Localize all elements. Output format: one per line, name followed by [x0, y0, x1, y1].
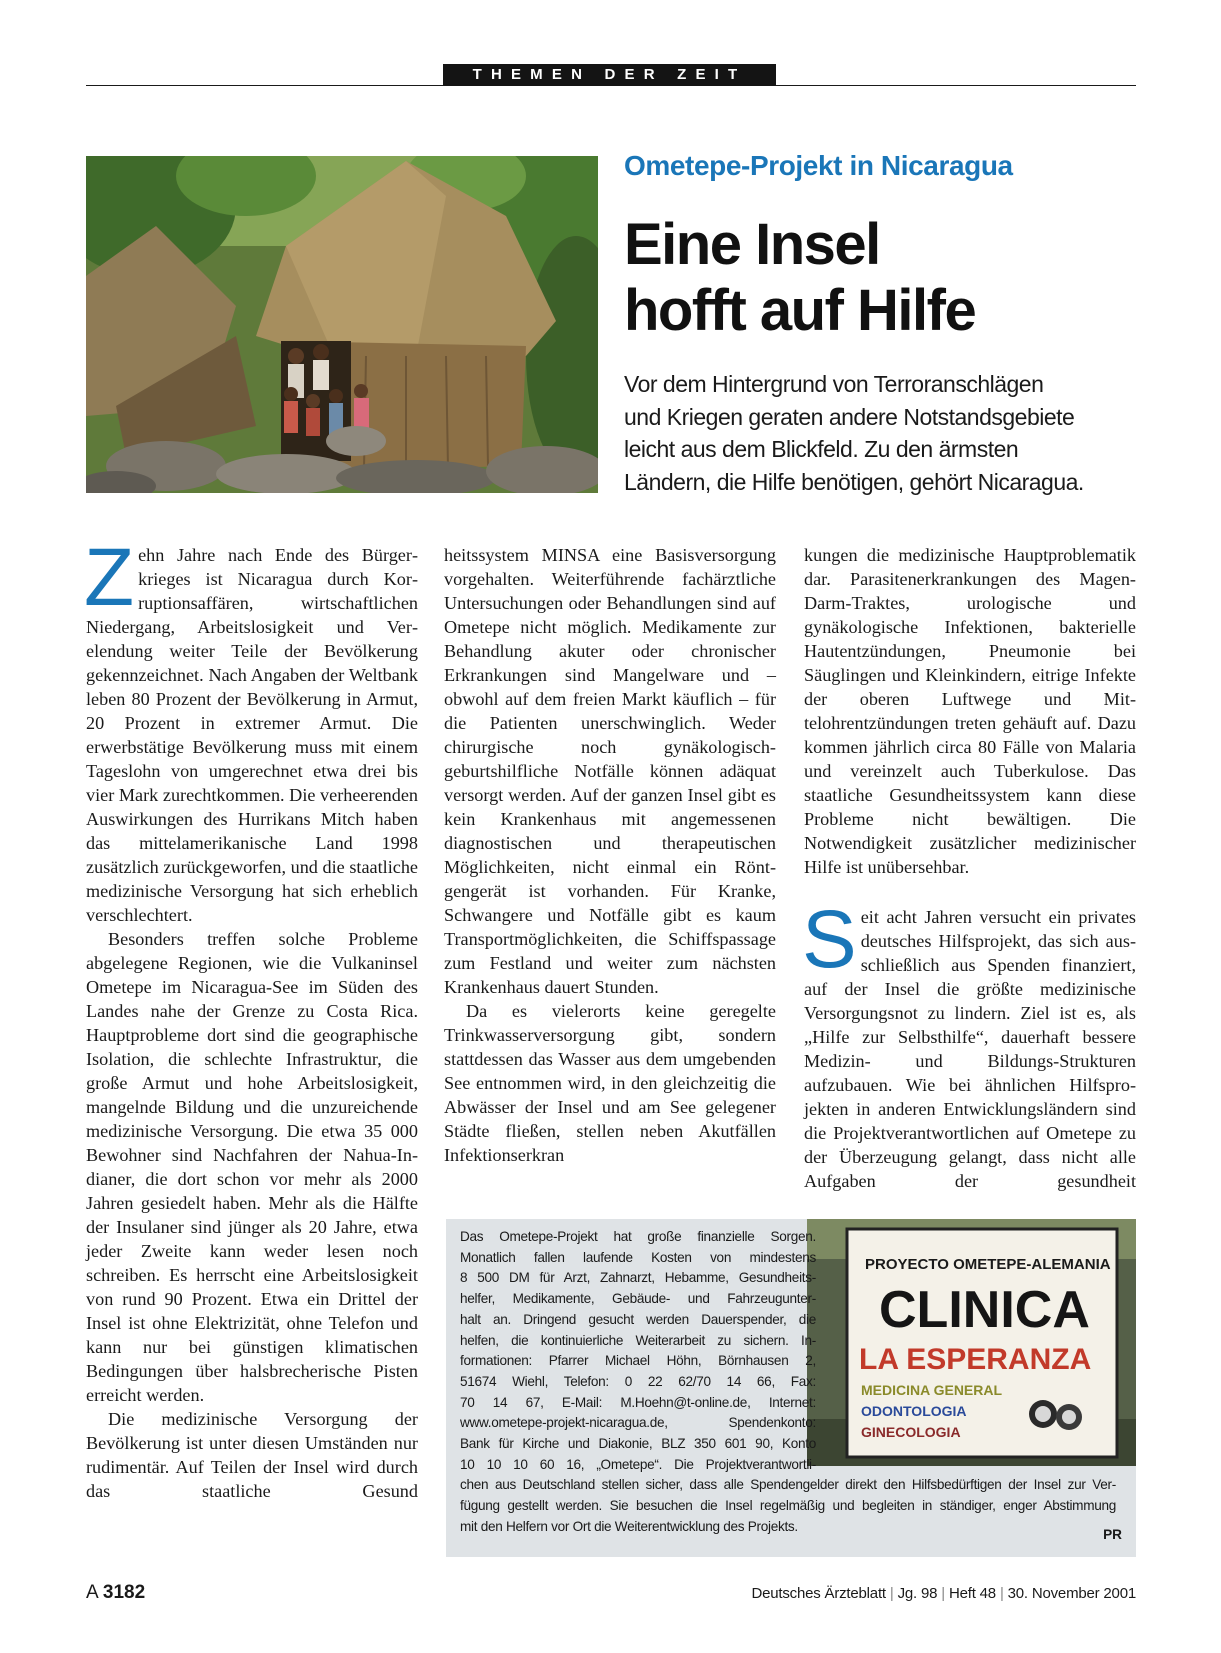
info-box	[446, 1219, 1136, 1557]
info-line: Bank für Kirche und Diakonie, BLZ 350 601 90, Konto	[460, 1436, 816, 1452]
lead-line: leicht aus dem Blickfeld. Zu den ärmsten	[624, 436, 1019, 462]
journal-issue: Heft 48	[948, 1585, 996, 1602]
paragraph-text: eit acht Jahren versucht ein privates deutsches Hilfsprojekt, das sich ausschließlich aus Spenden finanziert, auf der Insel die größte medizinische Versorgungsnot zu lindern. Ziel ist es, als „Hilfe zur Selbsthilfe“, dauerhaft bessere Medizin- und Bildungs-Strukturen aufzubauen. Wie bei ähnlichen Hilfsprojekten in anderen Entwicklungsländern sind die Projektverantwortlichen auf Ometepe zu der Überzeugung gelangt, dass nicht alle Aufgaben der gesundheit	[804, 907, 1136, 1191]
footer-publication-info	[751, 1585, 1136, 1602]
footer-separator: |	[889, 1585, 894, 1602]
article-title	[624, 212, 975, 344]
info-line: chen aus Deutschland stellen sicher, dass alle Spendengelder direkt den Hilfsbedürftigen der Insel zur Ver-	[460, 1477, 1116, 1493]
paragraph: Die medizinische Versorgung der Bevölkerung ist unter diesen Umständen nur rudimentär. Auf Teilen der Insel wird durch das staatliche Gesund	[86, 1409, 418, 1501]
paragraph: Besonders treffen solche Probleme abgelegene Regionen, wie die Vulkaninsel Ometepe im Nicaragua-See im Süden des Landes nahe der Grenze zu Costa Rica. Hauptprobleme dort sind die geographische Isolation, die schlechte Infrastruktur, die große Armut und hohe Arbeitslosigkeit, mangelnde Bildung und die unzureichende medizinische Versorgung. Die etwa 35 000 Bewohner sind Nachfahren der Nahua-Indianer, die dort schon vor mehr als 2000 Jahren gesiedelt haben. Mehr als die Hälfte der Insulaner sind jünger als 20 Jahre, etwa jeder Zweite kann weder lesen noch schreiben. Es herrscht eine Arbeitslosigkeit von rund 90 Prozent. Etwa ein Drittel der Insel ist ohne Elektrizität, ohne Telefon und kann nur bei günstigen klimatischen Bedingungen über halsbrecherische Pisten erreicht werden.	[86, 929, 418, 1405]
article-kicker: Ometepe-Projekt in Nicaragua	[624, 150, 1013, 181]
drop-cap: S	[802, 894, 857, 985]
paragraph	[802, 894, 1136, 1193]
footer-separator: |	[941, 1585, 945, 1602]
lead-line: und Kriegen geraten andere Notstandsgebiete	[624, 403, 1075, 430]
info-line: Monatlich fallen laufende Kosten von mindestens	[460, 1249, 816, 1265]
sign-line-1: PROYECTO OMETEPE-ALEMANIA	[865, 1256, 1111, 1273]
info-box-text	[460, 1227, 1114, 1538]
page-prefix: A	[86, 1582, 98, 1603]
info-line: helfen, die kontinuierliche Weiterarbeit zu sichern. In-	[460, 1332, 816, 1348]
info-line: www.ometepe-projekt-nicaragua.de, Spendenkonto:	[460, 1415, 816, 1431]
info-line: fügung gestellt werden. Sie besuchen die Insel regelmäßig und begleiten in ständiger, enger Abstimmung	[460, 1498, 1116, 1514]
info-line: 51674 Wiehl, Telefon: 0 22 62/70 14 66, Fax:	[460, 1373, 816, 1389]
sign-line-6: GINECOLOGIA	[861, 1424, 961, 1440]
info-line: mit den Helfern vor Ort die Weiterentwicklung des Projekts.	[460, 1518, 798, 1534]
drop-cap: Z	[84, 532, 135, 623]
body-column-2	[444, 543, 776, 1167]
lead-line: Vor dem Hintergrund von Terroranschlägen	[624, 371, 1044, 397]
body-column-3	[804, 543, 1136, 1193]
journal-volume: Jg. 98	[897, 1585, 938, 1602]
journal-date: 30. November 2001	[1007, 1585, 1136, 1602]
info-line: Das Ometepe-Projekt hat große finanzielle Sorgen.	[460, 1229, 816, 1244]
article-lead	[624, 368, 1144, 498]
paragraph: heitssystem MINSA eine Basisversorgung vorgehalten. Weiterführende fachärztliche Untersuchungen oder Behandlungen sind auf Ometepe nicht möglich. Medikamente zur Behandlung akuter oder chronischer Erkrankungen sind Mangelware und – obwohl auf dem freien Markt käuflich – für die Patienten unerschwinglich. Weder chirurgische noch gynäkologisch-geburtshilfliche Notfälle können adäquat versorgt werden. Auf der ganzen Insel gibt es kein Krankenhaus mit angemessenen diagnostischen und therapeutischen Möglichkeiten, nicht einmal ein Röntgengerät ist vorhanden. Für Kranke, Schwangere und Notfälle gibt es kaum Transportmöglichkeiten, die Schiffspassage zum Festland und weiter zum nächsten Krankenhaus dauert Stunden.	[444, 545, 776, 997]
info-line: halt an. Dringend gesucht werden Dauerspender, die	[460, 1311, 816, 1327]
section-label: THEMEN DER ZEIT	[443, 64, 776, 86]
sign-line-2: CLINICA	[879, 1281, 1090, 1339]
page-number-value: 3182	[102, 1582, 146, 1603]
info-line: formationen: Pfarrer Michael Höhn, Börnhausen 2,	[460, 1353, 816, 1369]
paragraph: Da es vielerorts keine geregelte Trinkwasserversorgung gibt, sondern stattdessen das Wasser aus dem umgebenden See entnommen wird, in den gleichzeitig die Abwässer der Insel und am See gelegener Städte fließen, stellen neben Akutfällen Infektionserkran	[444, 1001, 776, 1165]
hut-photo	[86, 156, 598, 493]
sign-line-5: ODONTOLOGIA	[861, 1403, 967, 1419]
info-line: 70 14 67, E-Mail: M.Hoehn@t-online.de, Internet:	[460, 1394, 816, 1410]
info-line: 8 500 DM für Arzt, Zahnarzt, Hebamme, Gesundheits-	[460, 1270, 816, 1286]
footer-separator: |	[999, 1585, 1004, 1602]
lead-line: Ländern, die Hilfe benötigen, gehört Nicaragua.	[624, 468, 1084, 495]
title-line: Eine Insel	[624, 212, 880, 277]
info-line: 10 10 10 60 16, „Ometepe“. Die Projektverantwortli-	[460, 1456, 816, 1472]
sign-line-4: MEDICINA GENERAL	[861, 1382, 1003, 1398]
paragraph-text: ehn Jahre nach Ende des Bürgerkrieges ist Nicaragua durch Korruptionsaffären, wirtschaftlichen Niedergang, Arbeitslosigkeit und Verelendung weiter Teile der Bevölkerung gekennzeichnet. Nach Angaben der Weltbank leben 80 Prozent der Bevölkerung in Armut, 20 Prozent in extremer Armut. Die erwerbstätige Bevölkerung muss mit einem Tageslohn von umgerechnet etwa drei bis vier Mark zurechtkommen. Die verheerenden Auswirkungen des Hurrikans Mitch haben das mittelamerikanische Land 1998 zusätzlich zurückgeworfen, und die staatliche medizinische Versorgung hat sich erheblich verschlechtert.	[86, 545, 418, 925]
journal-name: Deutsches Ärzteblatt	[751, 1585, 886, 1602]
info-box-credit: PR	[1103, 1527, 1122, 1542]
paragraph: kungen die medizinische Hauptproblematik dar. Parasitenerkrankungen des Magen-Darm-Traktes, urologische und gynäkologische Infektionen, bakterielle Hautentzündungen, Pneumonie bei Säuglingen und Kleinkindern, eitrige Infekte der oberen Luftwege und Mittelohrentzündungen treten gehäuft auf. Dazu kommen jährlich circa 80 Fälle von Malaria und vereinzelt auch Tuberkulose. Das staatliche Gesundheitssystem kann diese Probleme nicht bewältigen. Die Notwendigkeit zusätzlicher medizinischer Hilfe ist unübersehbar.	[804, 545, 1136, 877]
paragraph	[84, 532, 418, 927]
info-line: helfer, Medikamente, Gebäude- und Fahrzeugunter-	[460, 1291, 816, 1307]
page-number	[86, 1582, 145, 1604]
body-column-1	[84, 532, 418, 1503]
sign-line-3: LA ESPERANZA	[859, 1343, 1092, 1376]
title-line: hofft auf Hilfe	[624, 278, 976, 343]
